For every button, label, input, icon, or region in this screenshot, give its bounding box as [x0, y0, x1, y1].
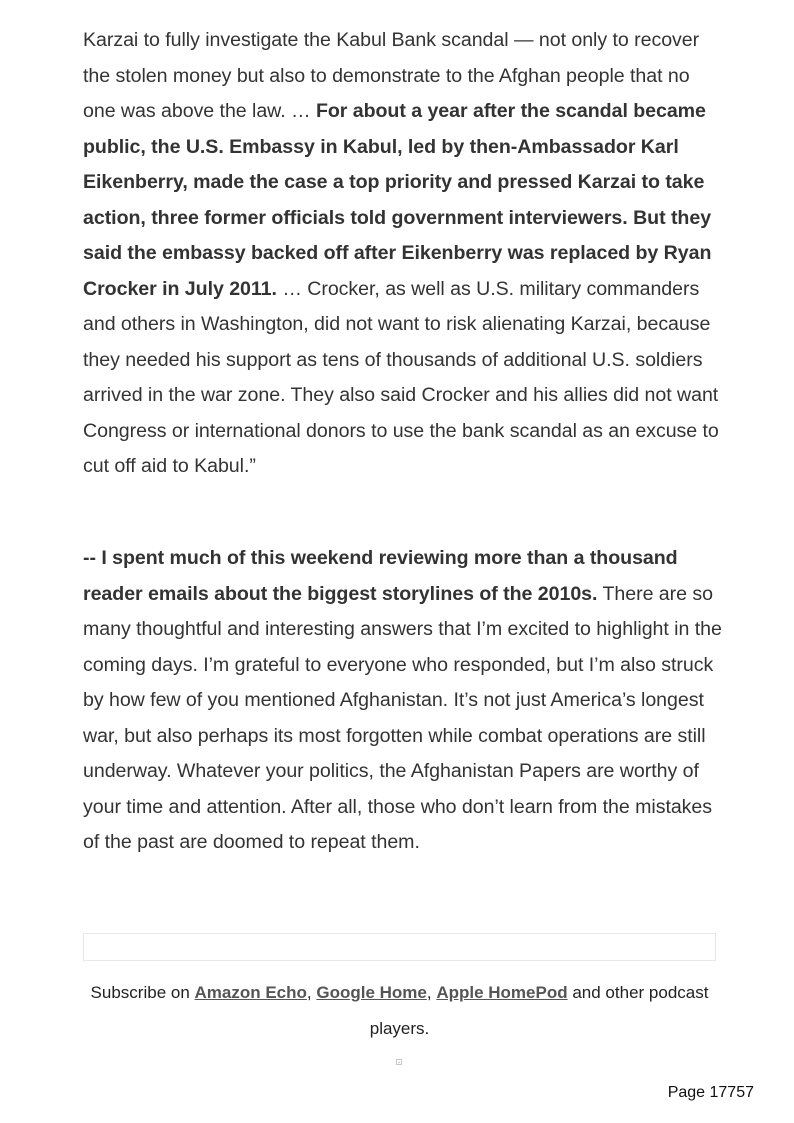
paragraph-2-rest: There are so many thoughtful and interesting answers that I’m excited to highlight in the coming days. I’m grateful to everyone who responded, but I’m also struck by how few of you mentioned Afghanistan. It’s not just America’s longest war, but also perhaps its most forgotten while combat operations are still underway. Whatever your politics, the Afghanistan Papers are worthy of your time and attention. After all, those who don’t learn from the mistakes of the past are doomed to repeat them. — [83, 582, 722, 853]
subscribe-separator: , — [426, 983, 437, 1002]
subscribe-suffix: and other podcast players. — [369, 983, 709, 1038]
page-number: Page 17757 — [667, 1084, 754, 1101]
article-paragraph-1 — [83, 23, 723, 485]
paragraph-2-bold: -- I spent much of this weekend reviewing more than a thousand reader emails about the biggest storylines of the 2010s. — [83, 547, 678, 605]
apple-homepod-link[interactable]: Apple HomePod — [436, 983, 568, 1002]
amazon-echo-link[interactable]: Amazon Echo — [194, 983, 307, 1002]
empty-embed-box — [83, 933, 716, 961]
google-home-link[interactable]: Google Home — [316, 983, 427, 1002]
paragraph-1-rest: … Crocker, as well as U.S. military commanders and others in Washington, did not want to risk alienating Karzai, because they needed his support as tens of thousands of additional U.S. soldiers arrived in the war zone. They also said Crocker and his allies did not want Congress or international donors to use the bank scandal as an excuse to cut off aid to Kabul.” — [83, 277, 719, 477]
subscribe-prefix: Subscribe on — [90, 983, 195, 1002]
paragraph-1-bold: For about a year after the scandal became public, the U.S. Embassy in Kabul, led by then-Ambassador Karl Eikenberry, made the case a top priority and pressed Karzai to take action, three former officials told government interviewers. But they said the embassy backed off after Eikenberry was replaced by Ryan Crocker in July 2011. — [83, 100, 712, 300]
image-placeholder-icon — [396, 1059, 402, 1065]
paragraph-1-intro: Karzai to fully investigate the Kabul Bank scandal — not only to recover the stolen money but also to demonstrate to the Afghan people that no one was above the law. … — [83, 29, 700, 122]
subscribe-separator: , — [306, 983, 317, 1002]
article-paragraph-2 — [83, 541, 723, 861]
subscribe-line — [83, 975, 716, 1047]
